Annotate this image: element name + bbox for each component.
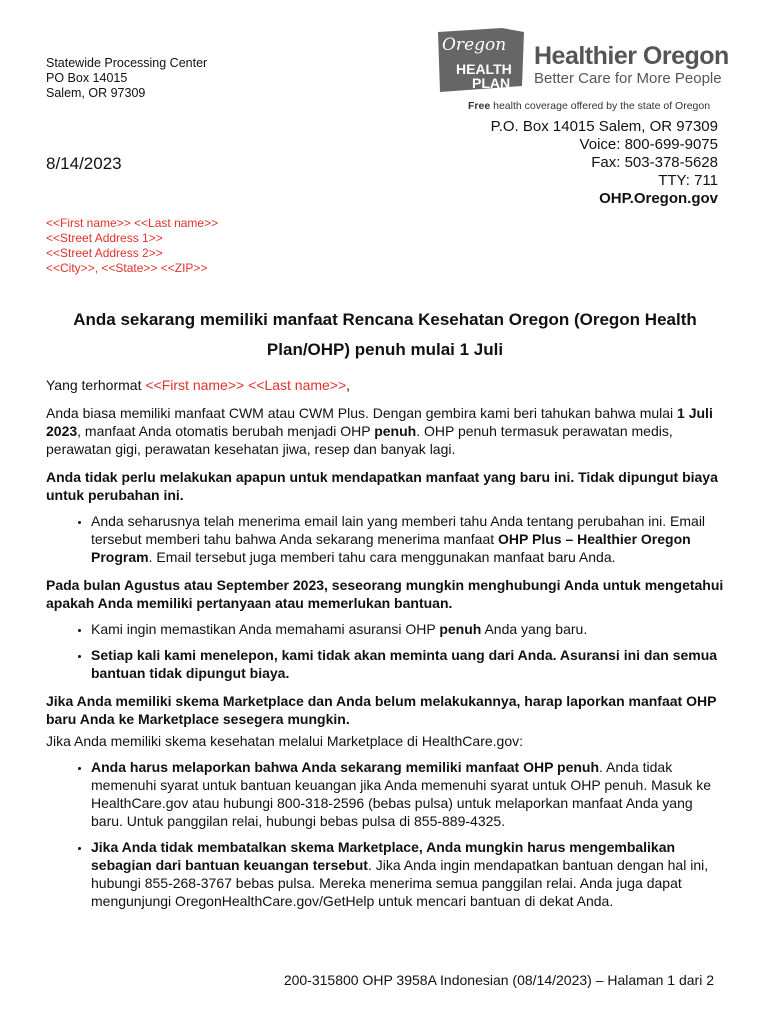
bullet-text: Anda yang baru. <box>481 621 588 637</box>
recipient-city: <<City>>, <<State>> <<ZIP>> <box>46 261 208 275</box>
sender-line: PO Box 14015 <box>46 71 128 85</box>
recipient-address <box>46 216 218 276</box>
intro-text: Anda biasa memiliki manfaat CWM atau CWM Plus. Dengan gembira kami beri tahukan bahwa mulai <box>46 405 678 421</box>
bullet-text: Anda seharusnya telah menerima email lain yang memberi tahu Anda tentang perubahan ini. Email tersebut memberi tahu bahwa Anda sekarang menerima manfaat <box>91 513 706 547</box>
intro-paragraph <box>46 404 726 458</box>
sender-line: Statewide Processing Center <box>46 56 208 70</box>
bullet-text: . Anda tidak memenuhi syarat untuk bantuan keuangan jika Anda memenuhi syarat untuk OHP penuh. Masuk ke HealthCare.gov atau hubungi 800-318-2596 (bebas pulsa) untuk melaporkan manfaat Anda yang baru. Untuk panggilan relai, hubungi bebas pulsa di 855-889-4325. <box>91 759 712 829</box>
list-item <box>91 838 726 910</box>
list-item <box>91 620 726 638</box>
svg-text:PLAN: PLAN <box>472 75 511 91</box>
logo-brand-name: Healthier Oregon <box>534 42 729 70</box>
svg-text:HEALTH: HEALTH <box>456 61 512 77</box>
section3-list <box>46 758 726 910</box>
healthier-oregon-logo <box>432 22 728 114</box>
section2-list <box>46 620 726 682</box>
bullet-text: . Jika Anda ingin mendapatkan bantuan dengan hal ini, hubungi 855-268-3767 bebas pulsa. Mereka menerima semua panggilan relai. Anda juga dapat mengunjungi OregonHealthCare.gov/GetHelp untuk mencari bantuan di dekat Anda. <box>91 857 709 909</box>
bullet-text: Kami ingin memastikan Anda memahami asuransi OHP <box>91 621 440 637</box>
recipient-street2: <<Street Address 2>> <box>46 246 163 260</box>
logo-free-coverage-line <box>468 100 710 112</box>
sender-address <box>46 56 207 101</box>
intro-text: . OHP penuh termasuk perawatan medis, perawatan gigi, perawatan kesehatan jiwa, resep dan banyak lagi. <box>46 423 673 457</box>
logo-tagline: Better Care for More People <box>534 70 722 87</box>
intro-text: , manfaat Anda otomatis berubah menjadi OHP <box>77 423 375 439</box>
section3-heading: Jika Anda memiliki skema Marketplace dan Anda belum melakukannya, harap laporkan manfaat OHP baru Anda ke Marketplace sesegera mungkin. <box>46 693 717 727</box>
bullet-bold: Setiap kali kami menelepon, kami tidak akan meminta uang dari Anda. Asuransi ini dan semua bantuan tidak dipungut biaya. <box>91 647 718 681</box>
bullet-text: . Email tersebut juga memberi tahu cara menggunakan manfaat baru Anda. <box>148 549 616 565</box>
section2-heading: Pada bulan Agustus atau September 2023, seseorang mungkin menghubungi Anda untuk mengetahui apakah Anda memiliki pertanyaan atau memerlukan bantuan. <box>46 577 724 611</box>
page-footer: 200-315800 OHP 3958A Indonesian (08/14/2023) – Halaman 1 dari 2 <box>283 972 714 988</box>
list-item <box>91 512 726 566</box>
contact-tty: TTY: 711 <box>658 172 718 189</box>
section3-lead: Jika Anda memiliki skema kesehatan melalui Marketplace di HealthCare.gov: <box>46 733 523 749</box>
greeting-suffix: , <box>346 377 351 393</box>
section1-heading: Anda tidak perlu melakukan apapun untuk mendapatkan manfaat yang baru ini. Tidak dipungut biaya untuk perubahan ini. <box>46 469 718 503</box>
list-item <box>91 758 726 830</box>
greeting-name: <<First name>> <<Last name>> <box>145 377 347 393</box>
bullet-bold: Anda harus melaporkan bahwa Anda sekarang memiliki manfaat OHP penuh <box>91 759 600 775</box>
recipient-name: <<First name>> <<Last name>> <box>46 216 219 230</box>
logo-free-rest: health coverage offered by the state of Oregon <box>490 100 711 112</box>
intro-date: 1 Juli 2023 <box>46 405 713 439</box>
greeting <box>46 376 726 394</box>
intro-penuh: penuh <box>374 423 417 439</box>
sender-line: Salem, OR 97309 <box>46 86 146 100</box>
greeting-prefix: Yang terhormat <box>46 377 146 393</box>
section1-list <box>46 512 726 566</box>
contact-website[interactable]: OHP.Oregon.gov <box>599 190 718 207</box>
bullet-bold: penuh <box>439 621 482 637</box>
oregon-map-logo-icon <box>432 26 528 106</box>
letter-date: 8/14/2023 <box>46 154 122 173</box>
letter-title: Anda sekarang memiliki manfaat Rencana Kesehatan Oregon (Oregon Health Plan/OHP) penuh mulai 1 Juli <box>73 310 697 359</box>
contact-block <box>491 118 718 208</box>
contact-voice: Voice: 800-699-9075 <box>579 136 718 153</box>
contact-fax: Fax: 503-378-5628 <box>591 154 718 171</box>
contact-address: P.O. Box 14015 Salem, OR 97309 <box>490 118 718 135</box>
recipient-street1: <<Street Address 1>> <box>46 231 163 245</box>
list-item <box>91 646 726 682</box>
logo-free-bold: Free <box>468 100 491 112</box>
bullet-bold: Jika Anda tidak membatalkan skema Marketplace, Anda mungkin harus mengembalikan sebagian dari bantuan keuangan tersebut <box>91 839 676 873</box>
bullet-bold: OHP Plus – Healthier Oregon Program <box>91 531 691 565</box>
letter-body <box>46 376 726 920</box>
svg-text:Oregon: Oregon <box>442 35 507 55</box>
